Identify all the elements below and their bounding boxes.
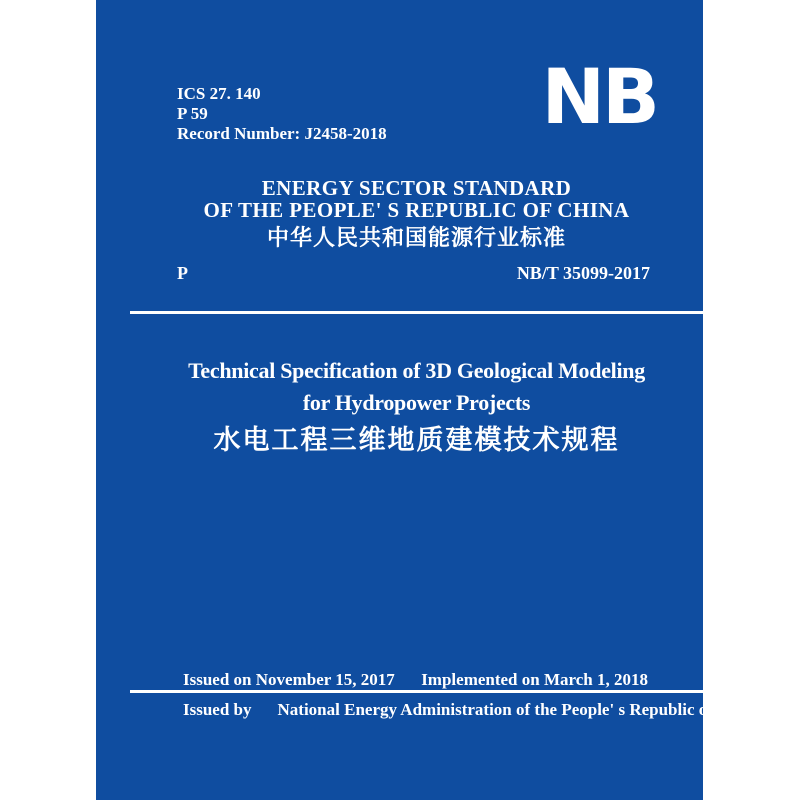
- horizontal-rule-top: [130, 311, 703, 314]
- code-row: [177, 263, 650, 284]
- implemented-on-date: Implemented on March 1, 2018: [421, 670, 648, 689]
- org-header-line2: OF THE PEOPLE' S REPUBLIC OF CHINA: [203, 198, 630, 222]
- category-letter: P: [177, 263, 188, 283]
- title-line1: Technical Specification of 3D Geological Modeling: [188, 358, 645, 383]
- issued-by-value: National Energy Administration of the People' s Republic of China: [277, 700, 762, 719]
- meta-block: [177, 84, 387, 144]
- title-line3-chinese: 水电工程三维地质建模技术规程: [213, 425, 620, 455]
- org-header-line3-chinese: 中华人民共和国能源行业标准: [266, 225, 566, 250]
- issued-on-date: Issued on November 15, 2017: [183, 670, 395, 689]
- record-number: Record Number: J2458-2018: [177, 124, 387, 143]
- title-line2: for Hydropower Projects: [302, 390, 531, 415]
- classification-code: P 59: [177, 104, 208, 123]
- ics-number: ICS 27. 140: [177, 84, 261, 103]
- dates-row: [183, 670, 648, 690]
- standard-title: [130, 355, 703, 455]
- standard-cover: [96, 0, 762, 800]
- issued-by-row: [183, 700, 762, 720]
- org-header: [130, 177, 703, 250]
- nb-logo: NB: [541, 52, 657, 141]
- issued-by-label: Issued by: [183, 700, 252, 719]
- horizontal-rule-bottom: [130, 690, 703, 693]
- standard-number: NB/T 35099-2017: [516, 263, 650, 283]
- org-header-line1: ENERGY SECTOR STANDARD: [261, 176, 572, 200]
